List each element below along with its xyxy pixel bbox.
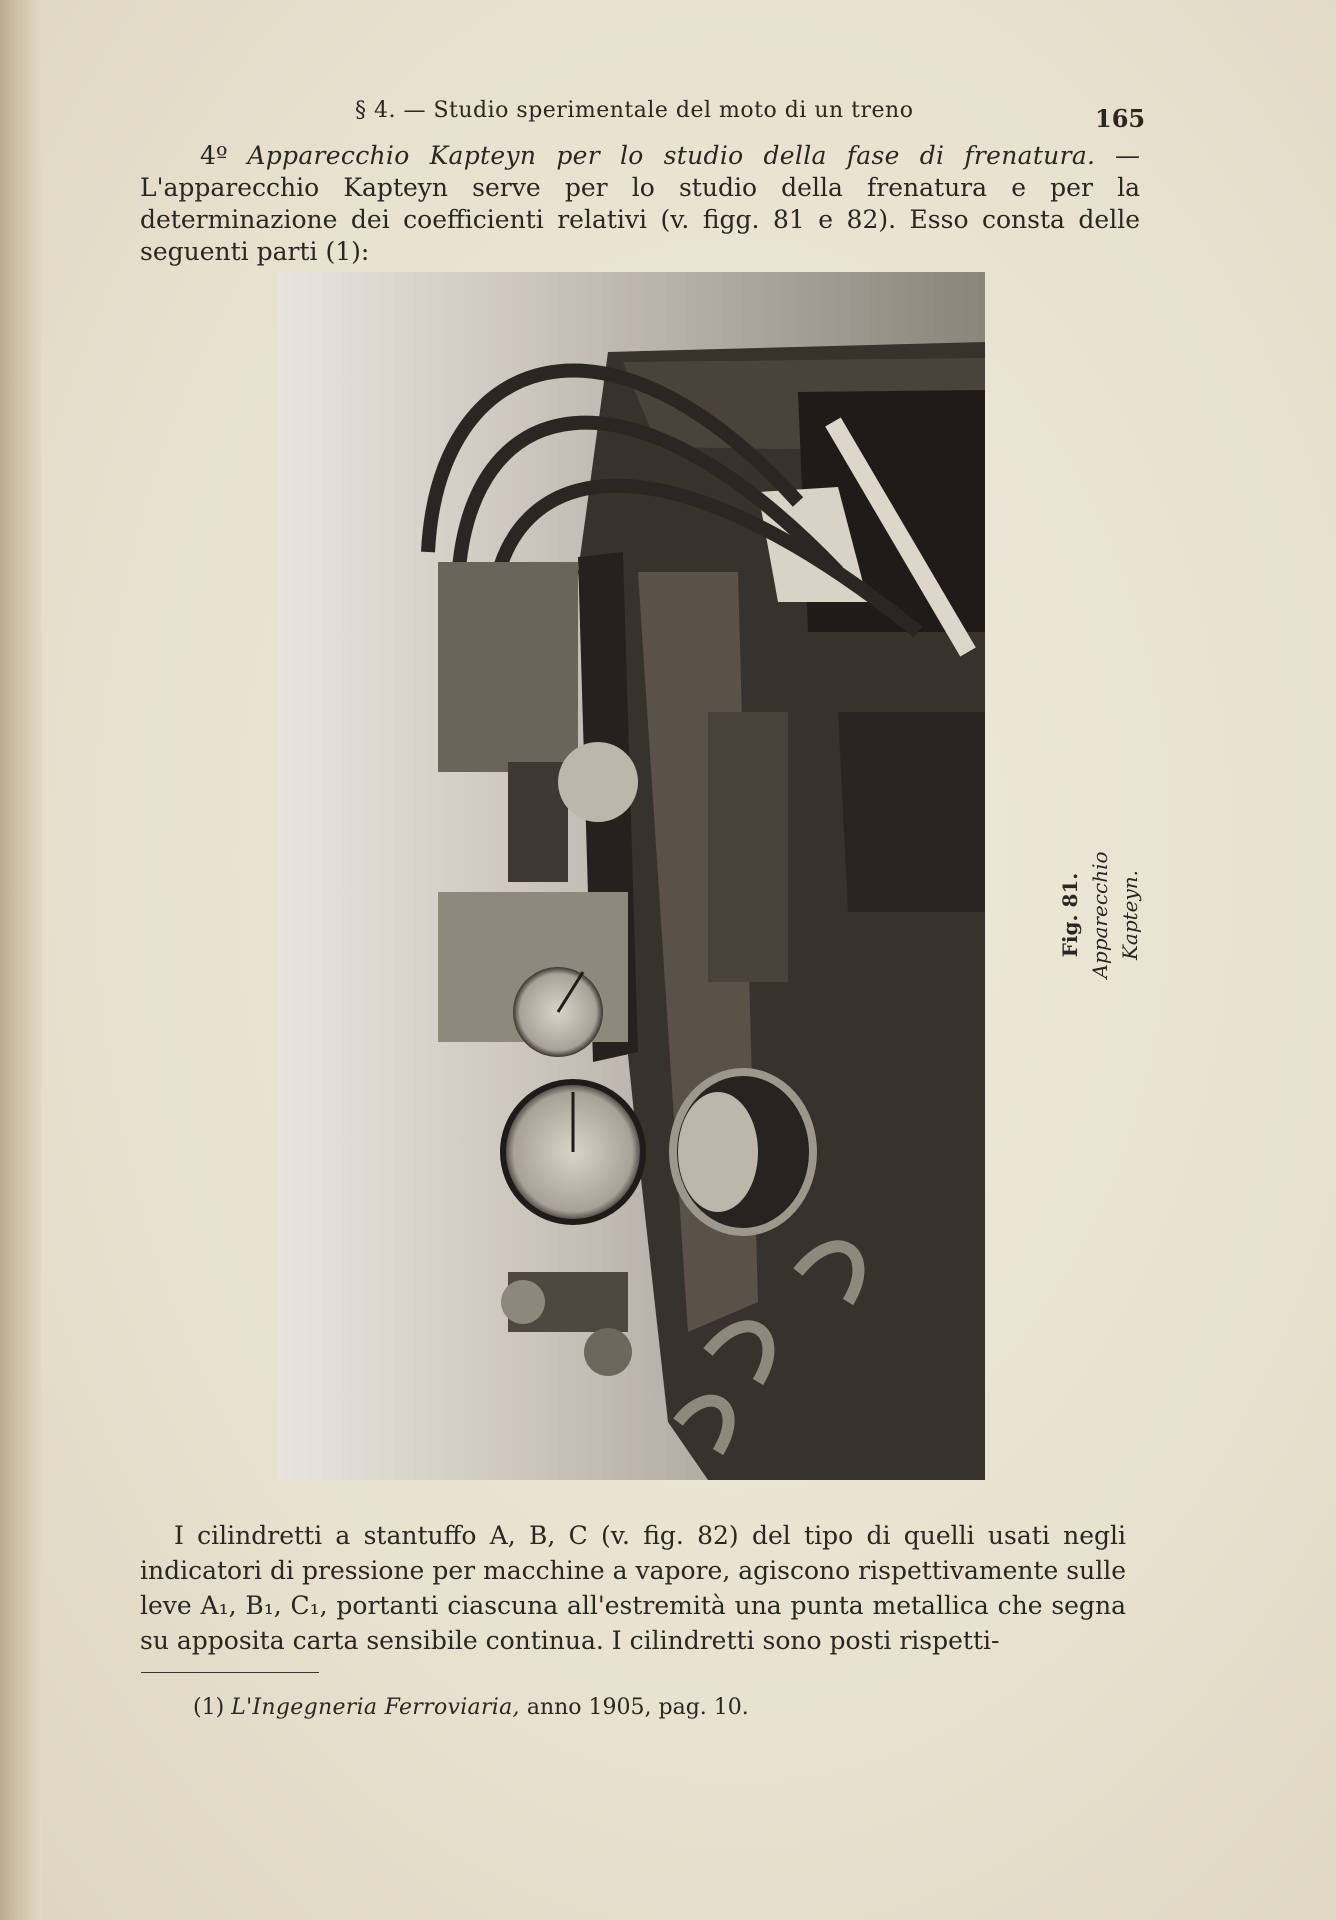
footnote-source: L'Ingegneria Ferroviaria, [231, 1695, 520, 1720]
footnote [193, 1695, 749, 1720]
figure-number: Fig. 81. [1058, 872, 1082, 958]
body-paragraph [140, 1518, 1126, 1658]
running-head: § 4. — Studio sperimentale del moto di un treno [355, 98, 914, 123]
figure-photo [278, 272, 985, 1480]
footnote-rest: anno 1905, pag. 10. [519, 1695, 749, 1720]
figure-name: Apparecchio Kapteyn. [1088, 851, 1142, 979]
body-text: I cilindretti a stantuffo A, B, C (v. fig. 82) del tipo di quelli usati negli indicatori di pressione per macchine a vapore, agiscono rispettivamente sulle leve A₁, B₁, C₁, portanti ciascuna all'estremità una punta metallica che segna su apposita carta sensibile continua. I cilindretti sono posti rispetti- [140, 1521, 1126, 1655]
intro-text: — L'apparecchio Kapteyn serve per lo studio della frenatura e per la determinazione dei coefficienti relativi (v. figg. 81 e 82). Esso consta delle seguenti parti (1): [140, 141, 1140, 266]
intro-paragraph [140, 140, 1140, 268]
footnote-marker: (1) [193, 1695, 225, 1720]
footnote-rule [141, 1672, 319, 1673]
page-number: 165 [1095, 104, 1146, 133]
book-spine-shadow [0, 0, 42, 1920]
section-number: 4º [200, 141, 228, 170]
section-title: Apparecchio Kapteyn per lo studio della fase di frenatura. [247, 141, 1096, 170]
apparatus-illustration [278, 272, 985, 1480]
figure-caption [1055, 825, 1142, 1005]
